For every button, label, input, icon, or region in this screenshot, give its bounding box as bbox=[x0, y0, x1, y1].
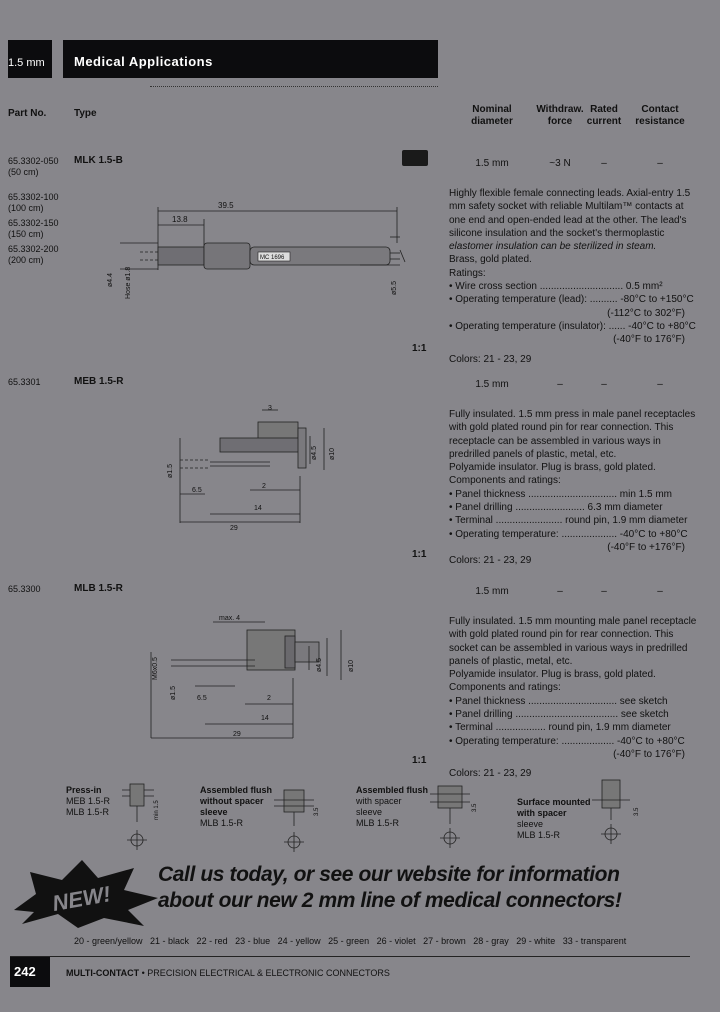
col-nominal bbox=[462, 104, 522, 128]
assembly-line: MLB 1.5-R bbox=[517, 830, 561, 840]
colors-legend: 20 - green/yellow 21 - black 22 - red 23 - blue 24 - yellow 25 - green 26 - violet 27 - brown 28 - gray 29 - white 33 - transparent bbox=[74, 936, 627, 946]
assembly-line: MLB 1.5-R bbox=[66, 807, 110, 817]
col-rated-l1: Rated bbox=[590, 104, 618, 115]
dim-d2: 6.5 bbox=[192, 487, 202, 494]
part-length: (200 cm) bbox=[8, 255, 44, 265]
new-badge-text: NEW! bbox=[50, 881, 113, 917]
withdraw-value: – bbox=[557, 586, 563, 597]
assembly-line: with spacer bbox=[356, 796, 402, 806]
description-mlb bbox=[449, 615, 699, 781]
assembly-line: MEB 1.5-R bbox=[66, 796, 111, 806]
col-type: Type bbox=[74, 108, 97, 119]
size-label: 1.5 mm bbox=[8, 57, 45, 69]
col-part-no: Part No. bbox=[8, 108, 47, 119]
desc-line: Polyamide insulator. Plug is brass, gold plated. bbox=[449, 669, 656, 681]
assembly-line: Assembled flush bbox=[356, 785, 429, 795]
flush-no-spacer-sketch bbox=[272, 786, 322, 856]
desc-line: Fully insulated. 1.5 mm press in male panel receptacles bbox=[449, 409, 696, 420]
part-length: (50 cm) bbox=[8, 167, 39, 177]
page-number-box bbox=[10, 957, 50, 987]
nominal-value: 1.5 mm bbox=[475, 158, 509, 169]
col-nominal-l1: Nominal bbox=[472, 104, 512, 115]
desc-line: Colors: 21 - 23, 29 bbox=[449, 555, 532, 567]
desc-line: mm safety socket with reliable Multilam™ contacts at bbox=[449, 201, 684, 213]
col-rated-l2: current bbox=[586, 116, 622, 127]
desc-line: Colors: 21 - 23, 29 bbox=[449, 353, 532, 365]
assembly-line: Surface mounted bbox=[517, 797, 591, 807]
assembly-dim: 3.5 bbox=[472, 803, 478, 812]
desc-line: • Operating temperature (insulator): ...... -40°C to +80°C bbox=[449, 320, 696, 332]
desc-line: with gold plated round pin for rear connection. This bbox=[449, 629, 674, 641]
assembly-dim: 3.5 bbox=[634, 807, 640, 816]
assembly-line: MLB 1.5-R bbox=[200, 818, 244, 828]
flush-spacer-sketch bbox=[428, 782, 480, 852]
scale-label: 1:1 bbox=[412, 755, 427, 766]
mlk-drawing bbox=[100, 195, 420, 305]
dim-dia2: ø4.5 bbox=[316, 657, 323, 672]
desc-line: socket can be assembled in various ways in predrilled bbox=[449, 642, 688, 654]
dim-total: 39.5 bbox=[218, 201, 234, 210]
dim-dia-a: ø4.4 bbox=[107, 272, 114, 287]
col-contact-l2: resistance bbox=[635, 116, 685, 127]
dim-dia4: ø1.5 bbox=[170, 685, 177, 700]
dim-d2: 6.5 bbox=[197, 695, 207, 702]
desc-line: • Panel drilling ..................................... see sketch bbox=[449, 709, 669, 721]
footer-rule bbox=[10, 956, 690, 957]
desc-line: (-40°F to 176°F) bbox=[613, 334, 685, 346]
desc-line: • Operating temperature (lead): .......... -80°C to +150°C bbox=[449, 294, 694, 306]
dim-d3: 2 bbox=[262, 483, 266, 490]
surface-sketch bbox=[588, 776, 644, 846]
desc-line: • Operating temperature: ................... -40°C to +80°C bbox=[449, 735, 685, 747]
scale-label: 1:1 bbox=[412, 549, 427, 560]
desc-line: Components and ratings: bbox=[449, 475, 561, 487]
desc-line: • Terminal .................. round pin, 1.9 mm diameter bbox=[449, 722, 671, 734]
withdraw-value: ~3 N bbox=[549, 158, 571, 169]
desc-line: silicone insulation and the socket's thermoplastic bbox=[449, 227, 665, 239]
part-number: 65.3302-050 bbox=[8, 156, 59, 166]
assembly-line: MLB 1.5-R bbox=[356, 818, 400, 828]
part-length: (100 cm) bbox=[8, 203, 44, 213]
dim-d3: 2 bbox=[267, 695, 271, 702]
assembly-line: sleeve bbox=[200, 807, 228, 817]
col-contact bbox=[628, 104, 692, 128]
header-rule bbox=[150, 86, 438, 87]
desc-line: • Terminal ........................ round pin, 1.9 mm diameter bbox=[449, 515, 688, 527]
part-number: 65.3302-150 bbox=[8, 218, 59, 228]
product-type: MLB 1.5-R bbox=[74, 583, 123, 594]
section-header bbox=[63, 40, 438, 78]
promo-text bbox=[158, 862, 622, 914]
part-number-list bbox=[8, 156, 72, 266]
col-nominal-l2: diameter bbox=[471, 116, 513, 127]
description-mlk bbox=[449, 187, 699, 366]
dim-d5: 29 bbox=[233, 731, 241, 738]
dim-d5: 29 bbox=[230, 525, 238, 532]
part-number: 65.3302-200 bbox=[8, 244, 59, 254]
promo-line: Call us today, or see our website for information bbox=[158, 863, 620, 886]
desc-line: receptacle can be assembled in various ways in bbox=[449, 435, 661, 447]
contact-value: – bbox=[657, 158, 663, 169]
multilam-logo-icon bbox=[402, 150, 428, 166]
dim-dia-b: ø5.5 bbox=[391, 280, 398, 295]
press-in-sketch bbox=[120, 780, 165, 855]
dim-d4: 14 bbox=[261, 715, 269, 722]
desc-line: • Panel thickness ................................ see sketch bbox=[449, 695, 668, 707]
dim-dia2: ø4.5 bbox=[311, 445, 318, 460]
brand-name: MULTI-CONTACT bbox=[66, 968, 140, 978]
col-contact-l1: Contact bbox=[641, 104, 679, 115]
desc-line: • Panel thickness ................................ min 1.5 mm bbox=[449, 488, 673, 500]
desc-line: panels of plastic, metal, etc. bbox=[449, 655, 573, 667]
desc-line: with gold plated round pin for rear connection. This bbox=[449, 422, 674, 434]
desc-line: Highly flexible female connecting leads. Axial-entry 1.5 bbox=[449, 188, 691, 199]
desc-line: • Panel drilling ......................... 6.3 mm diameter bbox=[449, 502, 663, 514]
desc-line: Brass, gold plated. bbox=[449, 254, 532, 266]
part-number: 65.3300 bbox=[8, 584, 41, 594]
assembly-dim: min 1.5 bbox=[154, 800, 160, 820]
col-withdraw-l2: force bbox=[547, 116, 573, 127]
size-tab bbox=[8, 40, 52, 78]
desc-line: Polyamide insulator. Plug is brass, gold plated. bbox=[449, 462, 656, 474]
product-type: MEB 1.5-R bbox=[74, 376, 124, 387]
dim-dia3: ø10 bbox=[329, 447, 336, 460]
desc-line: elastomer insulation can be sterilized in steam. bbox=[449, 241, 657, 253]
desc-line: (-40°F to 176°F) bbox=[613, 748, 685, 760]
contact-value: – bbox=[657, 379, 663, 390]
desc-line: predrilled panels of plastic, metal, etc. bbox=[449, 448, 617, 460]
desc-line: • Operating temperature: .................... -40°C to +80°C bbox=[449, 528, 688, 540]
product-type: MLK 1.5-B bbox=[74, 155, 123, 166]
nominal-value: 1.5 mm bbox=[475, 586, 509, 597]
meb-drawing bbox=[150, 398, 350, 533]
assembly-line: sleeve bbox=[517, 819, 544, 829]
assembly-line: without spacer bbox=[200, 796, 264, 806]
assembly-dim: 3.5 bbox=[314, 807, 320, 816]
col-rated bbox=[576, 104, 632, 128]
brand-tagline: • PRECISION ELECTRICAL & ELECTRONIC CONNECTORS bbox=[139, 968, 390, 978]
part-number: 65.3302-100 bbox=[8, 192, 59, 202]
desc-line: one end and open-ended lead at the other. The lead's bbox=[449, 214, 687, 226]
desc-line: Colors: 21 - 23, 29 bbox=[449, 768, 532, 780]
scale-label: 1:1 bbox=[412, 343, 427, 354]
dim-dia1: M6x0.5 bbox=[152, 657, 159, 680]
description-meb bbox=[449, 408, 699, 568]
page-title: Medical Applications bbox=[74, 54, 213, 69]
desc-line: Components and ratings: bbox=[449, 682, 561, 694]
new-starburst-icon bbox=[12, 858, 162, 928]
desc-line: • Wire cross section .............................. 0.5 mm² bbox=[449, 281, 663, 293]
rated-value: – bbox=[601, 158, 607, 169]
footer-brand-line bbox=[66, 968, 390, 978]
page-number: 242 bbox=[14, 964, 36, 979]
dim-socket: 13.8 bbox=[172, 215, 188, 224]
rated-value: – bbox=[601, 586, 607, 597]
withdraw-value: – bbox=[557, 379, 563, 390]
assembly-line: sleeve bbox=[356, 807, 383, 817]
marking-label: MC 1696 bbox=[260, 255, 285, 261]
dim-d4: 14 bbox=[254, 505, 262, 512]
part-length: (150 cm) bbox=[8, 229, 44, 239]
dim-dia1: ø1.5 bbox=[167, 463, 174, 478]
contact-value: – bbox=[657, 586, 663, 597]
dim-hose: Hose ø1.8 bbox=[125, 266, 132, 299]
assembly-line: with spacer bbox=[517, 808, 567, 818]
mlb-drawing bbox=[135, 608, 370, 743]
dim-dia3: ø10 bbox=[348, 659, 355, 672]
desc-line: Fully insulated. 1.5 mm mounting male panel receptacle bbox=[449, 616, 697, 627]
col-withdraw-l1: Withdraw. bbox=[536, 104, 584, 115]
desc-line: (-40°F to +176°F) bbox=[607, 541, 685, 553]
assembly-line: Assembled flush bbox=[200, 785, 273, 795]
part-number: 65.3301 bbox=[8, 377, 41, 387]
rated-value: – bbox=[601, 379, 607, 390]
dim-d1: 3 bbox=[268, 405, 272, 412]
desc-line: (-112°C to 302°F) bbox=[607, 307, 685, 319]
promo-line: about our new 2 mm line of medical connectors! bbox=[158, 889, 622, 912]
desc-line: Ratings: bbox=[449, 267, 486, 279]
assembly-line: Press-in bbox=[66, 785, 102, 795]
nominal-value: 1.5 mm bbox=[475, 379, 509, 390]
dim-d1: max. 4 bbox=[219, 615, 241, 622]
